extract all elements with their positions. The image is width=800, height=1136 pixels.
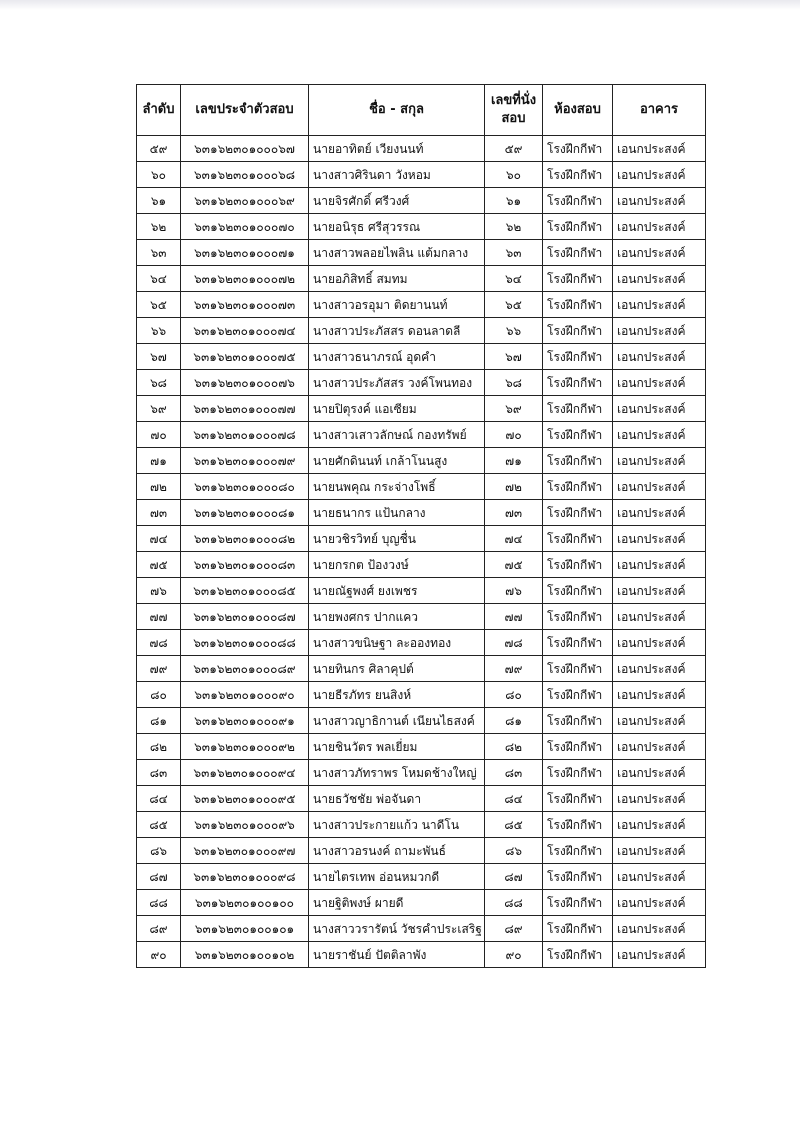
seat-cell: ๗๕ — [485, 552, 543, 578]
name-cell: นายราชันย์ ปัตติลาพัง — [309, 942, 485, 968]
exam-id-cell: ๖๓๑๖๒๓๐๑๐๐๐๙๐ — [181, 682, 309, 708]
name-cell: นายกรกต ป้องวงษ์ — [309, 552, 485, 578]
exam-seating-table — [136, 84, 706, 968]
exam-id-cell: ๖๓๑๖๒๓๐๑๐๐๐๙๖ — [181, 812, 309, 838]
name-cell: นายอาทิตย์ เวียงนนท์ — [309, 136, 485, 162]
building-cell: เอนกประสงค์ — [613, 526, 706, 552]
name-cell: นางสาวอรนงค์ ถามะพันธ์ — [309, 838, 485, 864]
row-no-cell: ๘๕ — [137, 812, 181, 838]
room-cell: โรงฝึกกีฬา — [543, 604, 613, 630]
row-no-cell: ๙๐ — [137, 942, 181, 968]
table-row — [137, 942, 706, 968]
seat-cell: ๗๔ — [485, 526, 543, 552]
table-row — [137, 760, 706, 786]
building-cell: เอนกประสงค์ — [613, 708, 706, 734]
header-exam-id: เลขประจำตัวสอบ — [181, 85, 309, 136]
header-building: อาคาร — [613, 85, 706, 136]
row-no-cell: ๗๔ — [137, 526, 181, 552]
exam-id-cell: ๖๓๑๖๒๓๐๑๐๐๐๙๗ — [181, 838, 309, 864]
exam-id-cell: ๖๓๑๖๒๓๐๑๐๐๐๗๔ — [181, 318, 309, 344]
table-row — [137, 292, 706, 318]
seat-cell: ๖๕ — [485, 292, 543, 318]
exam-id-cell: ๖๓๑๖๒๓๐๑๐๐๐๙๕ — [181, 786, 309, 812]
name-cell: นายไตรเทพ อ่อนหมวกดี — [309, 864, 485, 890]
name-cell: นางสาวประกายแก้ว นาดีโน — [309, 812, 485, 838]
exam-id-cell: ๖๓๑๖๒๓๐๑๐๐๐๙๑ — [181, 708, 309, 734]
name-cell: นายธีรภัทร ยนสิงห์ — [309, 682, 485, 708]
table-row — [137, 370, 706, 396]
table-row — [137, 318, 706, 344]
row-no-cell: ๗๒ — [137, 474, 181, 500]
building-cell: เอนกประสงค์ — [613, 344, 706, 370]
table-row — [137, 916, 706, 942]
building-cell: เอนกประสงค์ — [613, 734, 706, 760]
exam-id-cell: ๖๓๑๖๒๓๐๑๐๐๐๙๘ — [181, 864, 309, 890]
table-row — [137, 136, 706, 162]
building-cell: เอนกประสงค์ — [613, 188, 706, 214]
room-cell: โรงฝึกกีฬา — [543, 838, 613, 864]
exam-id-cell: ๖๓๑๖๒๓๐๑๐๐๐๗๑ — [181, 240, 309, 266]
room-cell: โรงฝึกกีฬา — [543, 266, 613, 292]
table-body — [137, 136, 706, 968]
seat-cell: ๗๖ — [485, 578, 543, 604]
name-cell: นายฐิติพงษ์ ผายดี — [309, 890, 485, 916]
table-row — [137, 474, 706, 500]
building-cell: เอนกประสงค์ — [613, 318, 706, 344]
seat-cell: ๗๘ — [485, 630, 543, 656]
exam-id-cell: ๖๓๑๖๒๓๐๑๐๐๑๐๐ — [181, 890, 309, 916]
table-header-row — [137, 85, 706, 136]
exam-id-cell: ๖๓๑๖๒๓๐๑๐๐๐๗๖ — [181, 370, 309, 396]
table-row — [137, 630, 706, 656]
building-cell: เอนกประสงค์ — [613, 656, 706, 682]
seat-cell: ๖๑ — [485, 188, 543, 214]
header-no: ลำดับ — [137, 85, 181, 136]
table-row — [137, 812, 706, 838]
room-cell: โรงฝึกกีฬา — [543, 708, 613, 734]
exam-id-cell: ๖๓๑๖๒๓๐๑๐๐๐๖๙ — [181, 188, 309, 214]
room-cell: โรงฝึกกีฬา — [543, 474, 613, 500]
row-no-cell: ๘๒ — [137, 734, 181, 760]
name-cell: นายณัฐพงศ์ ยงเพชร — [309, 578, 485, 604]
table-row — [137, 786, 706, 812]
room-cell: โรงฝึกกีฬา — [543, 942, 613, 968]
row-no-cell: ๗๖ — [137, 578, 181, 604]
row-no-cell: ๘๖ — [137, 838, 181, 864]
exam-id-cell: ๖๓๑๖๒๓๐๑๐๐๑๐๑ — [181, 916, 309, 942]
building-cell: เอนกประสงค์ — [613, 552, 706, 578]
exam-id-cell: ๖๓๑๖๒๓๐๑๐๐๐๗๙ — [181, 448, 309, 474]
table-row — [137, 162, 706, 188]
exam-id-cell: ๖๓๑๖๒๓๐๑๐๐๐๘๗ — [181, 604, 309, 630]
room-cell: โรงฝึกกีฬา — [543, 630, 613, 656]
exam-id-cell: ๖๓๑๖๒๓๐๑๐๐๐๘๑ — [181, 500, 309, 526]
seat-cell: ๖๔ — [485, 266, 543, 292]
room-cell: โรงฝึกกีฬา — [543, 448, 613, 474]
table-row — [137, 214, 706, 240]
room-cell: โรงฝึกกีฬา — [543, 214, 613, 240]
room-cell: โรงฝึกกีฬา — [543, 786, 613, 812]
building-cell: เอนกประสงค์ — [613, 422, 706, 448]
row-no-cell: ๗๙ — [137, 656, 181, 682]
table-row — [137, 734, 706, 760]
seat-cell: ๘๒ — [485, 734, 543, 760]
row-no-cell: ๘๙ — [137, 916, 181, 942]
table-row — [137, 890, 706, 916]
room-cell: โรงฝึกกีฬา — [543, 240, 613, 266]
name-cell: นางสาวอรอุมา ติดยานนท์ — [309, 292, 485, 318]
table-row — [137, 240, 706, 266]
table-row — [137, 838, 706, 864]
header-name: ชื่อ - สกุล — [309, 85, 485, 136]
row-no-cell: ๖๐ — [137, 162, 181, 188]
exam-id-cell: ๖๓๑๖๒๓๐๑๐๐๐๘๘ — [181, 630, 309, 656]
table-row — [137, 682, 706, 708]
building-cell: เอนกประสงค์ — [613, 682, 706, 708]
exam-id-cell: ๖๓๑๖๒๓๐๑๐๐๐๙๒ — [181, 734, 309, 760]
table-row — [137, 396, 706, 422]
table-row — [137, 656, 706, 682]
room-cell: โรงฝึกกีฬา — [543, 370, 613, 396]
building-cell: เอนกประสงค์ — [613, 890, 706, 916]
table-row — [137, 500, 706, 526]
room-cell: โรงฝึกกีฬา — [543, 578, 613, 604]
room-cell: โรงฝึกกีฬา — [543, 188, 613, 214]
table-row — [137, 708, 706, 734]
name-cell: นายธนากร แป้นกลาง — [309, 500, 485, 526]
row-no-cell: ๗๐ — [137, 422, 181, 448]
row-no-cell: ๖๓ — [137, 240, 181, 266]
building-cell: เอนกประสงค์ — [613, 838, 706, 864]
row-no-cell: ๖๖ — [137, 318, 181, 344]
name-cell: นางสาวประภัสสร วงค์โพนทอง — [309, 370, 485, 396]
building-cell: เอนกประสงค์ — [613, 266, 706, 292]
row-no-cell: ๖๔ — [137, 266, 181, 292]
name-cell: นางสาววรารัตน์ วัชรคำประเสริฐ — [309, 916, 485, 942]
name-cell: นางสาวญาธิกานต์ เนียนไธสงค์ — [309, 708, 485, 734]
seat-cell: ๘๕ — [485, 812, 543, 838]
row-no-cell: ๘๑ — [137, 708, 181, 734]
header-seat-line2: สอบ — [501, 111, 526, 126]
name-cell: นายอภิสิทธิ์ สมทม — [309, 266, 485, 292]
row-no-cell: ๖๑ — [137, 188, 181, 214]
exam-id-cell: ๖๓๑๖๒๓๐๑๐๐๐๗๒ — [181, 266, 309, 292]
seat-cell: ๖๓ — [485, 240, 543, 266]
name-cell: นายจิรศักดิ์ ศรีวงศ์ — [309, 188, 485, 214]
seat-cell: ๖๙ — [485, 396, 543, 422]
seat-cell: ๘๙ — [485, 916, 543, 942]
name-cell: นางสาวประภัสสร ดอนลาดลี — [309, 318, 485, 344]
room-cell: โรงฝึกกีฬา — [543, 656, 613, 682]
room-cell: โรงฝึกกีฬา — [543, 916, 613, 942]
name-cell: นางสาวภัทราพร โหมดช้างใหญ่ — [309, 760, 485, 786]
room-cell: โรงฝึกกีฬา — [543, 734, 613, 760]
building-cell: เอนกประสงค์ — [613, 448, 706, 474]
table-row — [137, 578, 706, 604]
seat-cell: ๙๐ — [485, 942, 543, 968]
row-no-cell: ๖๒ — [137, 214, 181, 240]
room-cell: โรงฝึกกีฬา — [543, 812, 613, 838]
exam-id-cell: ๖๓๑๖๒๓๐๑๐๐๐๖๗ — [181, 136, 309, 162]
building-cell: เอนกประสงค์ — [613, 370, 706, 396]
exam-id-cell: ๖๓๑๖๒๓๐๑๐๐๐๘๙ — [181, 656, 309, 682]
name-cell: นางสาวศิรินดา วังหอม — [309, 162, 485, 188]
building-cell: เอนกประสงค์ — [613, 396, 706, 422]
name-cell: นางสาวเสาวลักษณ์ กองทรัพย์ — [309, 422, 485, 448]
seat-cell: ๘๐ — [485, 682, 543, 708]
row-no-cell: ๘๘ — [137, 890, 181, 916]
exam-id-cell: ๖๓๑๖๒๓๐๑๐๐๐๘๕ — [181, 578, 309, 604]
name-cell: นายปิตุรงค์ แอเซียม — [309, 396, 485, 422]
building-cell: เอนกประสงค์ — [613, 162, 706, 188]
building-cell: เอนกประสงค์ — [613, 474, 706, 500]
header-seat-line1: เลขที่นั่ง — [490, 93, 537, 108]
room-cell: โรงฝึกกีฬา — [543, 162, 613, 188]
table-row — [137, 422, 706, 448]
exam-id-cell: ๖๓๑๖๒๓๐๑๐๐๐๗๘ — [181, 422, 309, 448]
seat-cell: ๖๘ — [485, 370, 543, 396]
row-no-cell: ๘๓ — [137, 760, 181, 786]
table-row — [137, 188, 706, 214]
row-no-cell: ๗๘ — [137, 630, 181, 656]
room-cell: โรงฝึกกีฬา — [543, 760, 613, 786]
seat-cell: ๘๓ — [485, 760, 543, 786]
row-no-cell: ๖๗ — [137, 344, 181, 370]
seat-cell: ๘๗ — [485, 864, 543, 890]
room-cell: โรงฝึกกีฬา — [543, 500, 613, 526]
exam-id-cell: ๖๓๑๖๒๓๐๑๐๐๐๗๗ — [181, 396, 309, 422]
name-cell: นางสาวธนาภรณ์ อุดคำ — [309, 344, 485, 370]
table-row — [137, 448, 706, 474]
name-cell: นายวชิรวิทย์ บุญชื่น — [309, 526, 485, 552]
header-seat — [485, 85, 543, 136]
exam-id-cell: ๖๓๑๖๒๓๐๑๐๐๑๐๒ — [181, 942, 309, 968]
exam-id-cell: ๖๓๑๖๒๓๐๑๐๐๐๙๔ — [181, 760, 309, 786]
room-cell: โรงฝึกกีฬา — [543, 890, 613, 916]
name-cell: นายธวัชชัย พ่อจันดา — [309, 786, 485, 812]
name-cell: นายทินกร ศิลาคุปต์ — [309, 656, 485, 682]
name-cell: นายนพคุณ กระจ่างโพธิ์ — [309, 474, 485, 500]
room-cell: โรงฝึกกีฬา — [543, 318, 613, 344]
table-row — [137, 266, 706, 292]
building-cell: เอนกประสงค์ — [613, 136, 706, 162]
row-no-cell: ๘๐ — [137, 682, 181, 708]
seat-cell: ๕๙ — [485, 136, 543, 162]
row-no-cell: ๘๔ — [137, 786, 181, 812]
name-cell: นางสาวพลอยไพลิน แต้มกลาง — [309, 240, 485, 266]
table-row — [137, 526, 706, 552]
header-room: ห้องสอบ — [543, 85, 613, 136]
table-row — [137, 604, 706, 630]
row-no-cell: ๖๙ — [137, 396, 181, 422]
seat-cell: ๘๔ — [485, 786, 543, 812]
seat-cell: ๗๐ — [485, 422, 543, 448]
exam-id-cell: ๖๓๑๖๒๓๐๑๐๐๐๘๒ — [181, 526, 309, 552]
row-no-cell: ๘๗ — [137, 864, 181, 890]
building-cell: เอนกประสงค์ — [613, 500, 706, 526]
building-cell: เอนกประสงค์ — [613, 812, 706, 838]
seat-cell: ๗๑ — [485, 448, 543, 474]
row-no-cell: ๕๙ — [137, 136, 181, 162]
scan-edge-shadow — [0, 0, 800, 10]
row-no-cell: ๗๑ — [137, 448, 181, 474]
building-cell: เอนกประสงค์ — [613, 240, 706, 266]
building-cell: เอนกประสงค์ — [613, 578, 706, 604]
seat-cell: ๘๖ — [485, 838, 543, 864]
seat-cell: ๖๗ — [485, 344, 543, 370]
exam-id-cell: ๖๓๑๖๒๓๐๑๐๐๐๘๓ — [181, 552, 309, 578]
table-row — [137, 864, 706, 890]
building-cell: เอนกประสงค์ — [613, 214, 706, 240]
room-cell: โรงฝึกกีฬา — [543, 682, 613, 708]
room-cell: โรงฝึกกีฬา — [543, 344, 613, 370]
seat-cell: ๘๘ — [485, 890, 543, 916]
name-cell: นายพงศกร ปากแคว — [309, 604, 485, 630]
exam-id-cell: ๖๓๑๖๒๓๐๑๐๐๐๗๐ — [181, 214, 309, 240]
row-no-cell: ๗๗ — [137, 604, 181, 630]
seat-cell: ๗๒ — [485, 474, 543, 500]
row-no-cell: ๗๕ — [137, 552, 181, 578]
seat-cell: ๗๙ — [485, 656, 543, 682]
room-cell: โรงฝึกกีฬา — [543, 552, 613, 578]
room-cell: โรงฝึกกีฬา — [543, 422, 613, 448]
room-cell: โรงฝึกกีฬา — [543, 136, 613, 162]
building-cell: เอนกประสงค์ — [613, 630, 706, 656]
name-cell: นางสาวขนิษฐา ละอองทอง — [309, 630, 485, 656]
row-no-cell: ๗๓ — [137, 500, 181, 526]
seat-cell: ๗๗ — [485, 604, 543, 630]
building-cell: เอนกประสงค์ — [613, 292, 706, 318]
seat-cell: ๖๒ — [485, 214, 543, 240]
building-cell: เอนกประสงค์ — [613, 864, 706, 890]
room-cell: โรงฝึกกีฬา — [543, 864, 613, 890]
seat-cell: ๖๖ — [485, 318, 543, 344]
name-cell: นายศักดินนท์ เกล้าโนนสูง — [309, 448, 485, 474]
room-cell: โรงฝึกกีฬา — [543, 526, 613, 552]
table-row — [137, 344, 706, 370]
building-cell: เอนกประสงค์ — [613, 604, 706, 630]
exam-id-cell: ๖๓๑๖๒๓๐๑๐๐๐๗๓ — [181, 292, 309, 318]
table-row — [137, 552, 706, 578]
room-cell: โรงฝึกกีฬา — [543, 396, 613, 422]
name-cell: นายอนิรุธ ศรีสุวรรณ — [309, 214, 485, 240]
building-cell: เอนกประสงค์ — [613, 942, 706, 968]
exam-id-cell: ๖๓๑๖๒๓๐๑๐๐๐๘๐ — [181, 474, 309, 500]
exam-id-cell: ๖๓๑๖๒๓๐๑๐๐๐๗๕ — [181, 344, 309, 370]
building-cell: เอนกประสงค์ — [613, 916, 706, 942]
row-no-cell: ๖๕ — [137, 292, 181, 318]
seat-cell: ๖๐ — [485, 162, 543, 188]
name-cell: นายชินวัตร พลเยี่ยม — [309, 734, 485, 760]
exam-id-cell: ๖๓๑๖๒๓๐๑๐๐๐๖๘ — [181, 162, 309, 188]
room-cell: โรงฝึกกีฬา — [543, 292, 613, 318]
building-cell: เอนกประสงค์ — [613, 760, 706, 786]
seat-cell: ๘๑ — [485, 708, 543, 734]
seat-cell: ๗๓ — [485, 500, 543, 526]
row-no-cell: ๖๘ — [137, 370, 181, 396]
building-cell: เอนกประสงค์ — [613, 786, 706, 812]
